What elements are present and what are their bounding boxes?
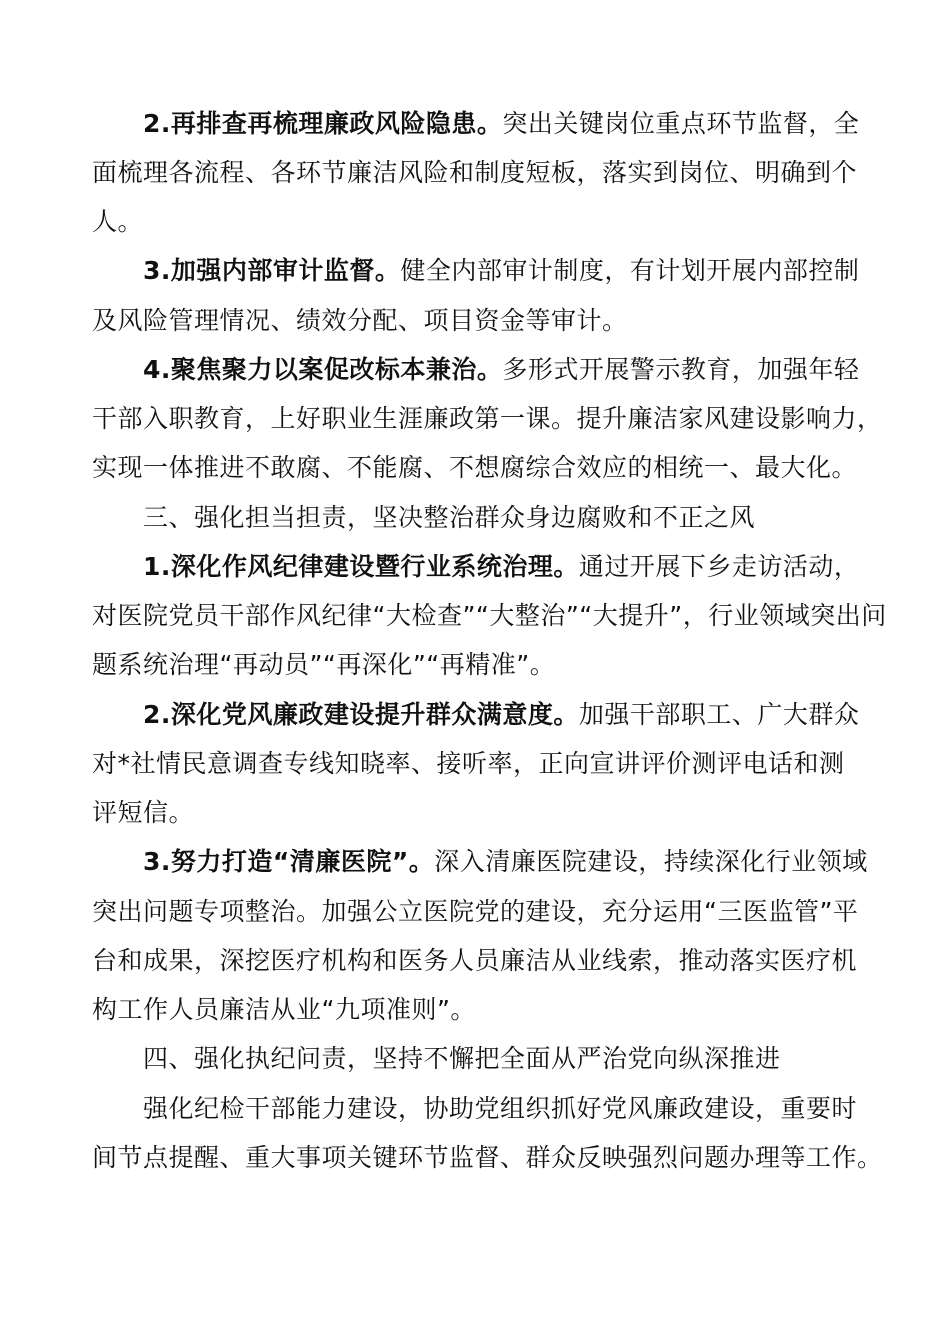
paragraph-heading: 1.深化作风纪律建设暨行业系统治理。 xyxy=(143,552,579,581)
paragraph-heading: 2.深化党风廉政建设提升群众满意度。 xyxy=(143,700,579,729)
paragraph-line: 间节点提醒、重大事项关键环节监督、群众反映强烈问题办理等工作。 xyxy=(92,1143,883,1172)
paragraph-text: 通过开展下乡走访活动， xyxy=(578,552,860,581)
paragraph-line: 构工作人员廉洁从业“九项准则”。 xyxy=(92,995,476,1024)
paragraph-line: 对医院党员干部作风纪律“大检查”“大整治”“大提升”，行业领域突出问 xyxy=(92,601,887,630)
section-heading: 四、强化执纪问责，坚持不懈把全面从严治党向纵深推进 xyxy=(143,1044,781,1073)
paragraph-line: 干部入职教育，上好职业生涯廉政第一课。提升廉洁家风建设影响力， xyxy=(92,404,883,433)
paragraph-heading: 3.加强内部审计监督。 xyxy=(143,256,401,285)
paragraph-text: 多形式开展警示教育，加强年轻 xyxy=(502,355,860,384)
paragraph-line: 题系统治理“再动员”“再深化”“再精准”。 xyxy=(92,650,556,679)
section-heading: 三、强化担当担责，坚决整治群众身边腐败和不正之风 xyxy=(143,503,756,532)
paragraph-text: 健全内部审计制度，有计划开展内部控制 xyxy=(400,256,860,285)
paragraph-line: 面梳理各流程、各环节廉洁风险和制度短板，落实到岗位、明确到个 xyxy=(92,158,858,187)
paragraph-line: 及风险管理情况、绩效分配、项目资金等审计。 xyxy=(92,306,628,335)
paragraph-text: 突出关键岗位重点环节监督，全 xyxy=(502,109,860,138)
paragraph-line xyxy=(143,690,943,739)
paragraph-line xyxy=(143,99,943,148)
paragraph-heading: 3.努力打造“清廉医院”。 xyxy=(143,847,435,876)
paragraph-line xyxy=(143,246,943,295)
paragraph-heading: 4.聚焦聚力以案促改标本兼治。 xyxy=(143,355,503,384)
paragraph-line: 对*社情民意调查专线知晓率、接听率，正向宣讲评价测评电话和测 xyxy=(92,749,845,778)
paragraph-line: 突出问题专项整治。加强公立医院党的建设，充分运用“三医监管”平 xyxy=(92,897,859,926)
paragraph-line xyxy=(143,837,943,886)
paragraph-text: 加强干部职工、广大群众 xyxy=(578,700,860,729)
paragraph-line: 台和成果，深挖医疗机构和医务人员廉洁从业线索，推动落实医疗机 xyxy=(92,946,858,975)
paragraph-line: 人。 xyxy=(92,207,144,236)
paragraph-line xyxy=(143,542,943,591)
paragraph-heading: 2.再排查再梳理廉政风险隐患。 xyxy=(143,109,503,138)
paragraph-text: 深入清廉医院建设，持续深化行业领域 xyxy=(434,847,868,876)
paragraph-line: 实现一体推进不敢腐、不能腐、不想腐综合效应的相统一、最大化。 xyxy=(92,453,858,482)
paragraph-line xyxy=(143,345,943,394)
paragraph-line: 评短信。 xyxy=(92,798,195,827)
paragraph-line: 强化纪检干部能力建设，协助党组织抓好党风廉政建设，重要时 xyxy=(143,1094,858,1123)
